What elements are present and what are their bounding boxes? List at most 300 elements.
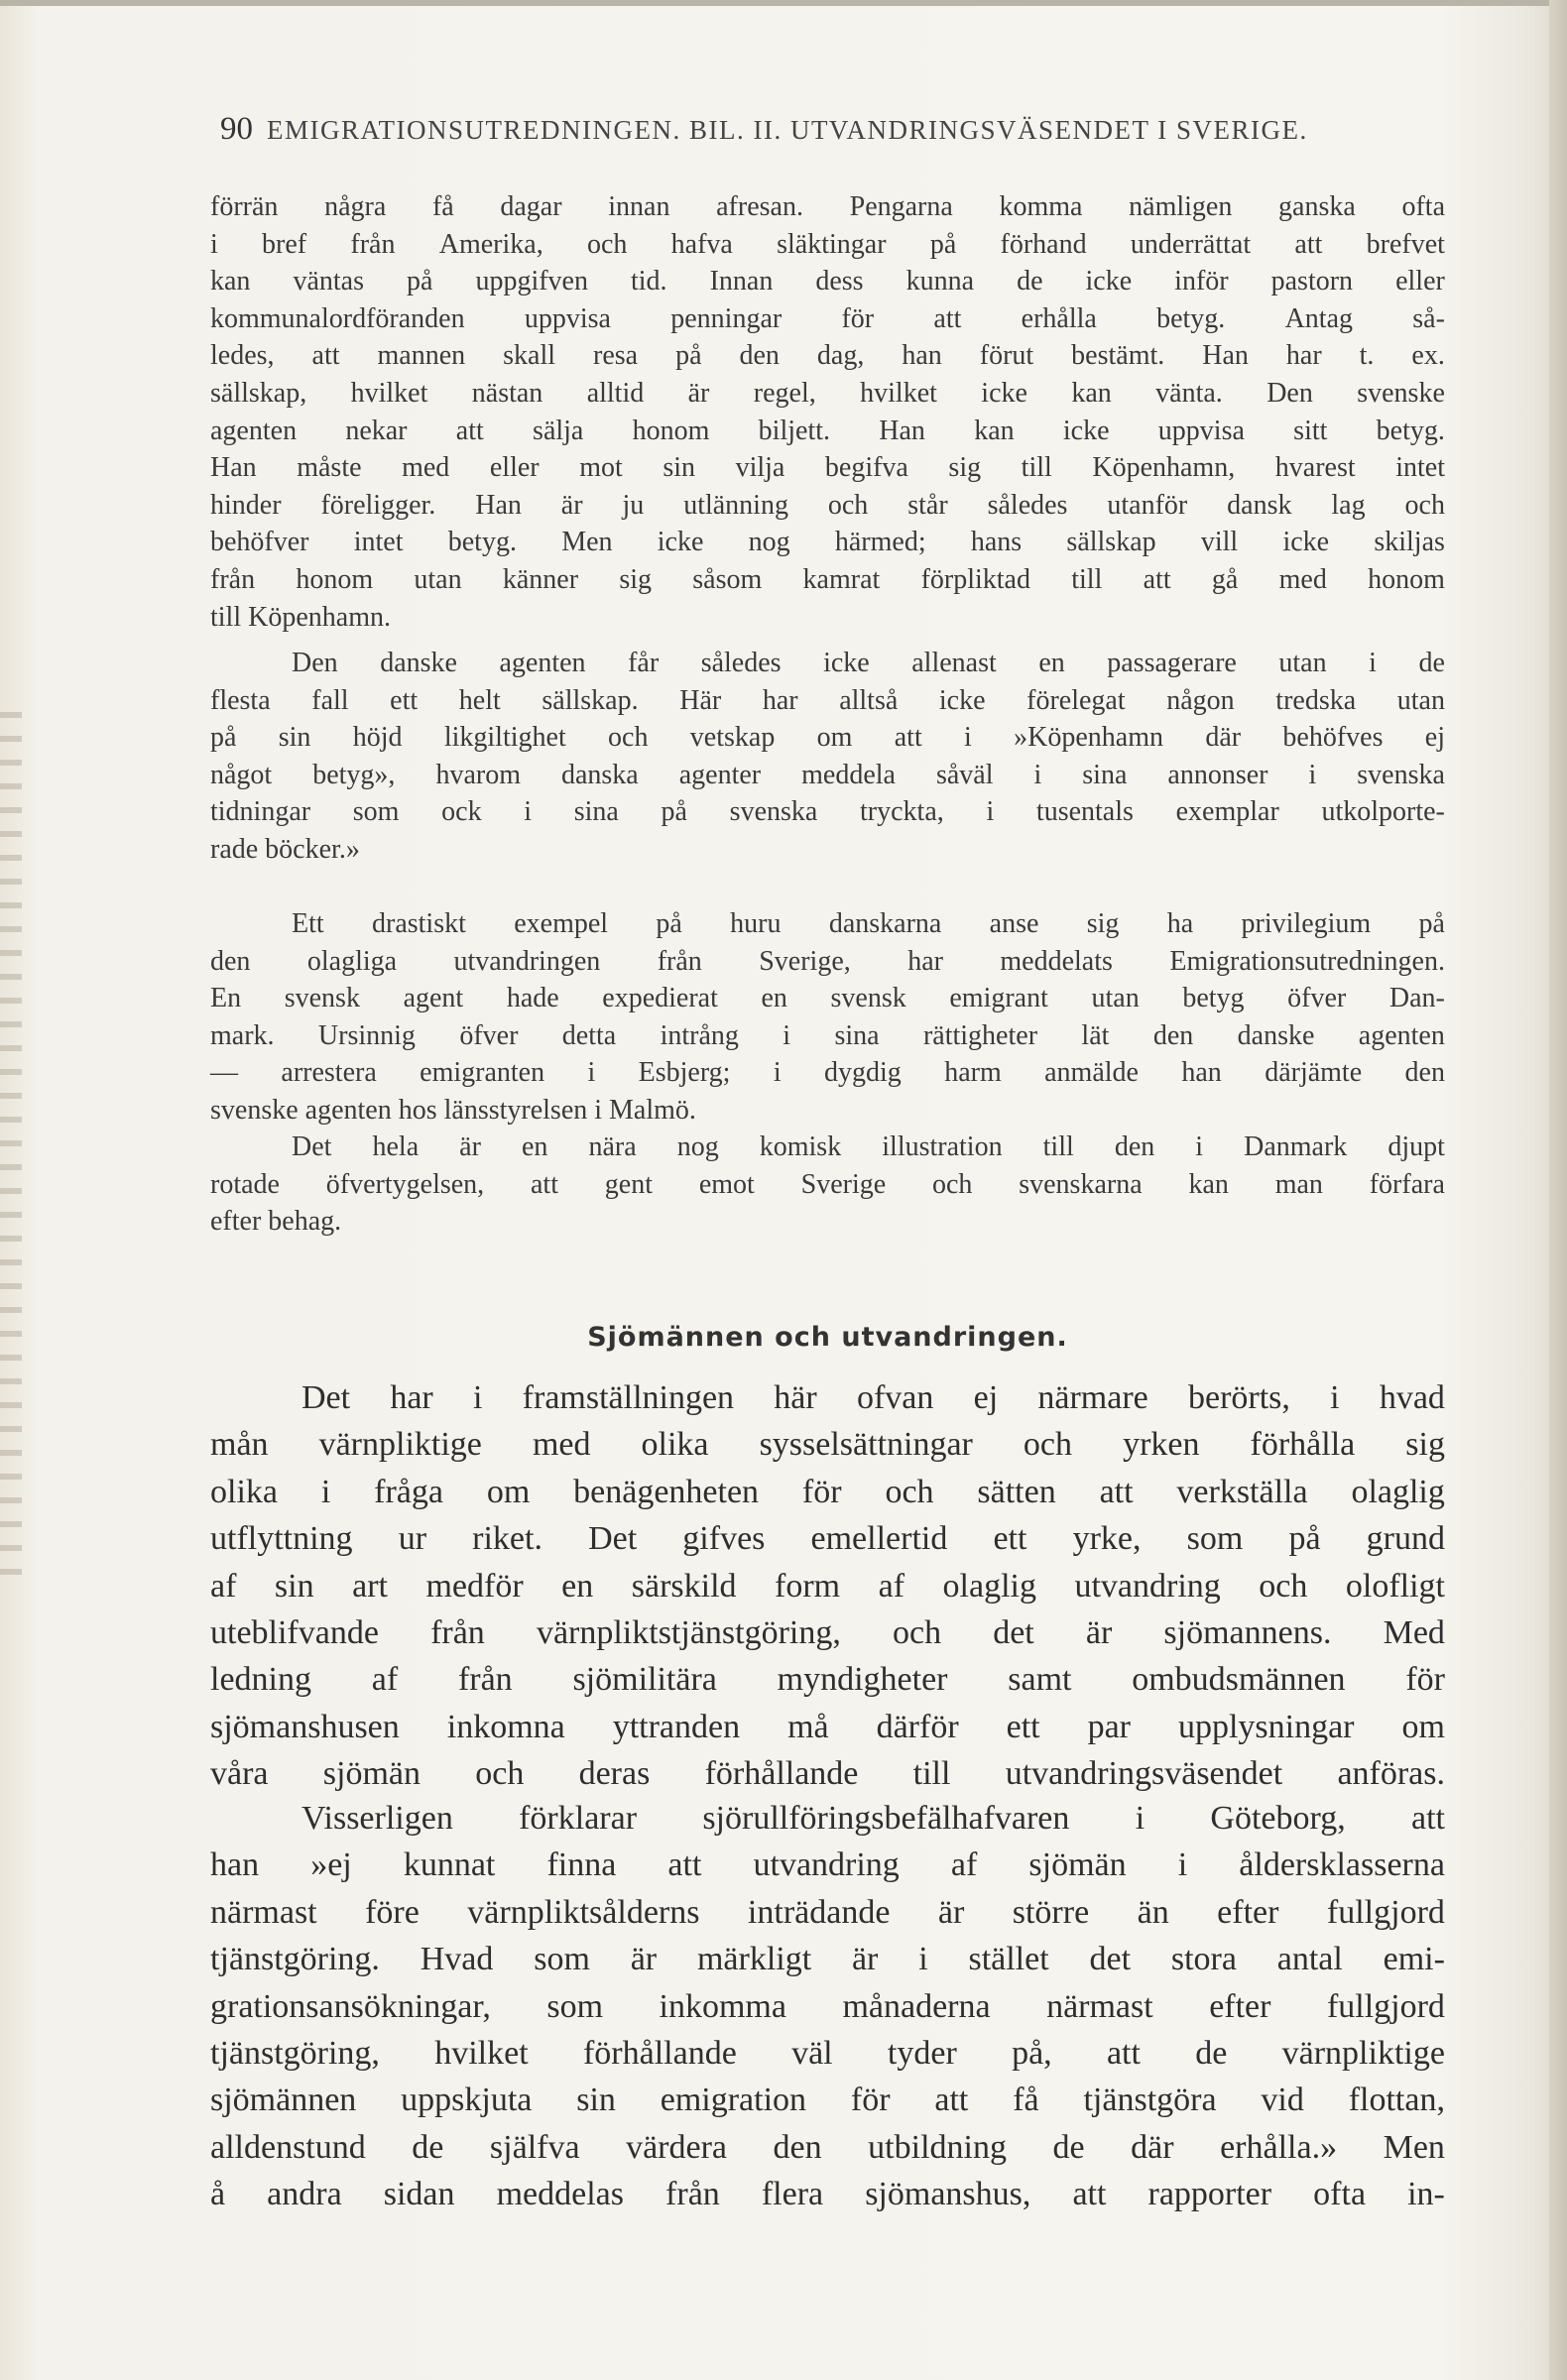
word: här [774,1379,817,1416]
word: gå [1211,563,1239,595]
word: ett [993,1520,1027,1558]
word: olika [210,1473,278,1510]
word: tjänstgöring, [210,2035,380,2073]
word: att [455,415,484,446]
word: Han [475,489,522,521]
word: Men [561,527,613,558]
word: hans [970,527,1023,558]
word: uppvisa [1157,415,1245,446]
word: inför [1174,266,1229,298]
word: före [365,1893,420,1931]
word: utan [1278,648,1327,678]
word: Pengarna [849,191,953,222]
word: den [210,945,251,977]
word: biljett. [758,415,830,446]
word: intrång [660,1019,739,1051]
word: betyg. [1376,415,1445,446]
word: utvandringen [453,945,601,977]
text-line [210,1421,1445,1468]
word: flera [761,2176,824,2213]
word: allenast [911,648,997,678]
word: man [1274,1168,1323,1200]
word: Hvad [420,1941,494,1978]
word: svenskarna [1019,1168,1143,1200]
word: Han [879,415,925,446]
word: dag, [816,340,865,372]
text-line [210,1656,1445,1703]
word: som [352,796,400,828]
word: förpliktad [920,563,1030,595]
word: skiljas [1374,527,1445,558]
word: några [324,191,387,222]
word: nog [748,527,790,558]
word: i [986,796,995,828]
word: fullgjord [1326,1893,1445,1931]
word: att [934,2082,969,2119]
word: kommunalordföranden [210,302,465,334]
word: hvilket [434,2035,529,2073]
word: anföras. [1337,1755,1445,1793]
word: förhållande [582,2035,737,2073]
word: en [1038,648,1065,678]
word: berörts, [1188,1379,1290,1416]
word: Antag [1284,302,1354,334]
word: hvilket [350,377,428,409]
word: är [687,377,710,409]
word: alltid [586,377,645,409]
word: tryckta, [860,796,944,828]
word: sin [278,722,311,754]
text-line [210,1983,1445,2030]
word: att [1099,1473,1134,1510]
word: ofvan [856,1379,934,1416]
word: samt [1008,1661,1072,1699]
word: på [661,796,687,828]
text-line [210,226,1445,264]
word: inkomna [446,1708,565,1745]
word: svenska [1357,759,1445,790]
word: han [902,340,942,372]
word: från [665,2176,720,2213]
word: uppskjuta [401,2082,533,2119]
word: tid. [631,266,667,298]
word: utkolporte- [1321,796,1445,828]
word: väntas [293,266,364,298]
text-line [210,831,1445,869]
text-line [210,1054,1445,1092]
word: danska [560,759,639,790]
word: en [561,1567,594,1605]
text-line [210,1166,1445,1204]
word: sjömän [322,1755,421,1793]
page-number: 90 [220,111,253,147]
text-line [210,719,1445,757]
word: ej [973,1379,999,1416]
word: de [1017,266,1043,298]
text-line [210,682,1445,720]
word: meddelas [496,2176,624,2213]
word: ej [1424,722,1445,754]
word: hinder [210,489,282,521]
word: i [472,1379,483,1416]
word: den [739,340,780,372]
word: art [352,1567,388,1605]
word: Emigrationsutredningen. [1169,945,1445,977]
word: den [1114,1131,1155,1162]
word: erhålla.» [1220,2128,1338,2166]
word: öfver [1287,983,1347,1014]
word: vid [1261,2082,1304,2119]
word: i [1135,1800,1145,1837]
word: Esbjerg; [638,1057,731,1089]
word: komisk [759,1131,842,1162]
word: har [1285,340,1322,372]
word: de [412,2128,444,2166]
word: som [534,1941,590,1978]
word: Innan [709,266,774,298]
word: icke [823,648,870,678]
word: från [457,1661,513,1699]
word: meddela [801,759,896,790]
word: uteblifvande [210,1614,379,1652]
word: hvarest [1274,452,1356,484]
word: såväl [935,759,994,790]
word: icke [981,377,1027,409]
word: på [929,228,957,260]
word: i [783,1019,791,1051]
word: icke [1085,266,1133,298]
word: eller [489,452,540,484]
word: är [937,1893,965,1931]
word: rotade [210,1168,280,1200]
word: regel, [753,377,816,409]
word: betyg [1182,983,1245,1014]
word: bref [262,228,307,260]
text-line [210,487,1445,525]
word: en [521,1131,548,1162]
word: Danmark [1244,1131,1348,1162]
word: våra [210,1755,269,1793]
text-line [210,1609,1445,1656]
word: fråga [374,1473,443,1510]
text-line [210,524,1445,561]
word: af [878,1567,905,1605]
word: Visserligen [301,1800,453,1837]
text-line [210,1936,1445,1982]
word: benägenheten [573,1473,760,1510]
word: öfvertygelsen, [325,1168,485,1200]
word: myndigheter [777,1661,948,1699]
word: sina [834,1019,880,1051]
text-line [210,300,1445,338]
word: olofligt [1345,1567,1445,1605]
word: expedierat [602,983,718,1014]
word: ganska [1278,191,1356,222]
word: en [761,983,787,1014]
line-text: svenske agenten hos länsstyrelsen i Malmö. [210,1094,696,1126]
word: i [1177,1846,1188,1884]
word: sig [1405,1426,1445,1464]
text-line [210,1515,1445,1562]
word: förfara [1369,1168,1445,1200]
word: Det [588,1520,638,1558]
word: och [586,228,628,260]
word: i [918,1941,928,1978]
word: utlänning [683,489,788,521]
word: emigration [660,2082,807,2119]
word: värnpliktstjänstgöring, [536,1614,841,1652]
text-line [210,2077,1445,2123]
word: ofta [1313,2176,1367,2213]
word: på [210,722,237,754]
word: i [524,796,533,828]
word: af [210,1567,237,1605]
word: och [1404,489,1445,521]
word: sig [948,452,982,484]
word: att [311,340,340,372]
word: dess [815,266,864,298]
word: Köpenhamn, [1092,452,1236,484]
text-line [210,1129,1445,1166]
word: således [987,489,1068,521]
page-top-rule [0,0,1567,6]
word: — [210,1057,238,1089]
word: om [486,1473,531,1510]
word: par [1087,1708,1131,1745]
word: förhållande [704,1755,859,1793]
word: tjänstgöring. [210,1941,380,1978]
word: Göteborg, [1210,1800,1346,1837]
word: ledes, [210,340,275,372]
word: flesta [210,684,271,716]
word: med [402,452,450,484]
word: emellertid [810,1520,948,1558]
word: där [1131,2128,1174,2166]
word: behöfver [210,527,309,558]
word: är [630,1941,658,1978]
word: vänta. [1155,377,1223,409]
word: t. [1359,340,1375,372]
word: mot [579,452,623,484]
word: att [1072,2176,1107,2213]
word: Det [301,1379,351,1416]
text-line [210,905,1445,943]
word: Här [679,684,722,716]
word: likgiltighet [443,722,566,754]
word: Han [1202,340,1249,372]
word: svensk [830,983,906,1014]
running-header [220,111,1450,148]
word: sjömännen [210,2082,357,2119]
word: arrestera [281,1057,377,1089]
word: och [892,1614,942,1652]
word: intet [1395,452,1445,484]
text-line [210,449,1445,487]
word: sjömanshusen [210,1708,400,1745]
word: kunnat [403,1846,496,1884]
word: sig [619,563,653,595]
running-title: EMIGRATIONSUTREDNINGEN. BIL. II. UTVANDRINGSVÄSENDET I SVERIGE. [267,115,1308,145]
line-text: efter behag. [210,1206,342,1238]
word: värnpliktsålderns [467,1893,700,1931]
word: deras [578,1755,651,1793]
word: att [894,722,922,754]
word: drastiskt [372,908,466,939]
word: Han [210,452,257,484]
word: betyg», [312,759,396,790]
paragraph-3 [210,905,1445,1130]
word: förrän [210,191,279,222]
word: sin [576,2082,616,2119]
text-line [210,757,1445,794]
text-line [210,645,1445,682]
word: begifva [824,452,908,484]
word: Det [292,1131,332,1162]
word: komma [999,191,1083,222]
word: utan [1091,983,1140,1014]
word: sällskap, [210,377,307,409]
word: och [1023,1426,1073,1464]
word: att [933,302,962,334]
word: sjömannens. [1163,1614,1332,1652]
text-line [210,1889,1445,1936]
word: kunna [905,266,975,298]
word: honom [296,563,374,595]
text-line [210,263,1445,300]
text-line [210,375,1445,413]
word: i [320,1473,331,1510]
word: nämligen [1129,191,1233,222]
paragraph-5 [210,1374,1445,1798]
word: ju [622,489,645,521]
word: fall [311,684,349,716]
word: framställningen [522,1379,735,1416]
word: tyder [887,2035,957,2073]
text-line [210,1017,1445,1055]
word: i [1369,648,1377,678]
word: detta [561,1019,617,1051]
text-line [210,1092,1445,1130]
word: danskarna [828,908,942,939]
word: agenten [499,648,586,678]
word: den [1404,1057,1445,1089]
word: exemplar [1175,796,1279,828]
word: sätten [977,1473,1056,1510]
word: känner [502,563,579,595]
word: sina [1082,759,1128,790]
word: på, [1012,2035,1052,2073]
word: dagar [500,191,562,222]
word: mån [210,1426,269,1464]
word: vilja [735,452,785,484]
word: alldenstund [210,2128,366,2166]
word: i [1195,1131,1204,1162]
word: utflyttning [210,1520,353,1558]
word: är [851,1941,879,1978]
text-line [210,1704,1445,1750]
word: ex. [1411,340,1445,372]
paragraph-6 [210,1795,1445,2218]
word: från [430,1614,485,1652]
word: härmed; [834,527,926,558]
word: å [210,2176,226,2213]
word: att [1106,2035,1141,2073]
word: till [912,1755,951,1793]
word: sjörullföringsbefälhafvaren [702,1800,1070,1837]
word: djupt [1387,1131,1445,1162]
word: och [885,1473,934,1510]
word: helt [458,684,501,716]
word: icke [1062,415,1110,446]
word: in- [1407,2176,1445,2213]
word: och [608,722,649,754]
word: Dan- [1388,983,1445,1014]
word: tusentals [1035,796,1134,828]
word: i [1330,1379,1340,1416]
word: »ej [310,1846,352,1884]
word: lät [1081,1019,1110,1051]
word: det [1089,1941,1132,1978]
word: nära [588,1131,637,1162]
word: sjömanshus, [865,2176,1031,2213]
word: i [210,228,218,260]
word: släktingar [777,228,887,260]
page-right-edge [1549,0,1567,2380]
word: särskild [631,1567,737,1605]
word: förut [979,340,1034,372]
section-heading: Sjömännen och utvandringen. [587,1322,1068,1353]
word: Men [1383,2128,1445,2166]
word: verkställa [1176,1473,1308,1510]
word: någon [1166,684,1235,716]
word: föreligger. [320,489,436,521]
word: och [931,1168,973,1200]
word: och [1259,1567,1308,1605]
word: Den [1266,377,1313,409]
word: eller [1395,266,1445,298]
word: exempel [514,908,609,939]
word: emi- [1383,1941,1445,1978]
word: sällskap. [542,684,639,716]
word: sysselsättningar [759,1426,973,1464]
word: och [827,489,869,521]
word: sällskap [1066,527,1156,558]
word: agent [403,983,464,1014]
word: rättigheter [922,1019,1038,1051]
word: olaglig [942,1567,1036,1605]
word: att [1411,1800,1445,1837]
word: uppvisa [524,302,611,334]
word: nog [676,1131,719,1162]
word: emot [698,1168,755,1200]
word: olika [641,1426,709,1464]
word: för [841,302,875,334]
word: mark. [210,1019,275,1051]
word: får [628,648,660,678]
word: sälja [533,415,584,446]
word: från [210,563,256,595]
word: uppgifven [475,266,588,298]
word: utan [1396,684,1445,716]
word: öfver [459,1019,519,1051]
word: sjömän [1028,1846,1127,1884]
text-line [210,2171,1445,2217]
word: förhålla [1250,1426,1356,1464]
paragraph-1 [210,188,1445,636]
word: den [773,2128,822,2166]
word: att [530,1168,558,1200]
text-line [210,980,1445,1017]
